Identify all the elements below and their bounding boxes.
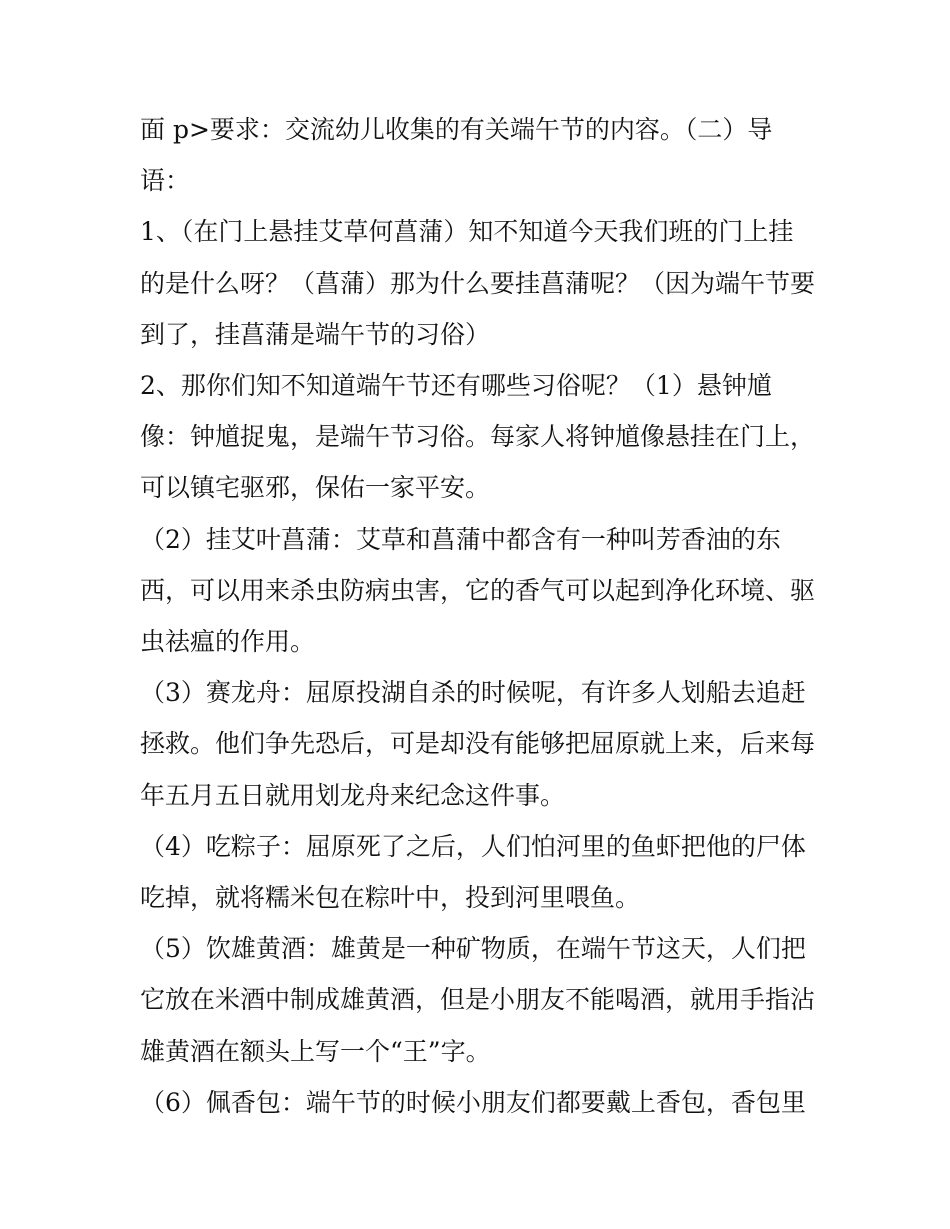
paragraph-item-1: 1、（在门上悬挂艾草何菖蒲）知不知道今天我们班的门上挂的是什么呀？（菖蒲）那为什么要挂菖蒲呢？（因为端午节要到了，挂菖蒲是端午节的习俗） [140, 217, 816, 349]
paragraph-item-2: 2、那你们知不知道端午节还有哪些习俗呢？（1）悬钟馗像：钟馗捉鬼，是端午节习俗。每家人将钟馗像悬挂在门上，可以镇宅驱邪，保佑一家平安。 [140, 371, 816, 503]
paragraph-custom-4: （4）吃粽子：屈原死了之后，人们怕河里的鱼虾把他的尸体吃掉，就将糯米包在粽叶中，投到河里喂鱼。 [140, 831, 806, 913]
paragraph-custom-2: （2）挂艾叶菖蒲：艾草和菖蒲中都含有一种叫芳香油的东西，可以用来杀虫防病虫害，它的香气可以起到净化环境、驱虫祛瘟的作用。 [140, 524, 816, 657]
paragraph-custom-6: （6）佩香包：端午节的时候小朋友们都要戴上香包，香包里 [140, 1087, 806, 1117]
paragraph-intro: 面 p>要求：交流幼儿收集的有关端午节的内容。（二）导语： [140, 115, 773, 196]
paragraph-custom-3: （3）赛龙舟：屈原投湖自杀的时候呢，有许多人划船去追赶拯救。他们争先恐后，可是却没有能够把屈原就上来，后来每年五月五日就用划龙舟来纪念这件事。 [140, 678, 816, 810]
paragraph-custom-5: （5）饮雄黄酒：雄黄是一种矿物质，在端午节这天，人们把它放在米酒中制成雄黄酒，但是小朋友不能喝酒，就用手指沾雄黄酒在额头上写一个“王”字。 [140, 934, 816, 1066]
document-body [140, 104, 816, 1128]
